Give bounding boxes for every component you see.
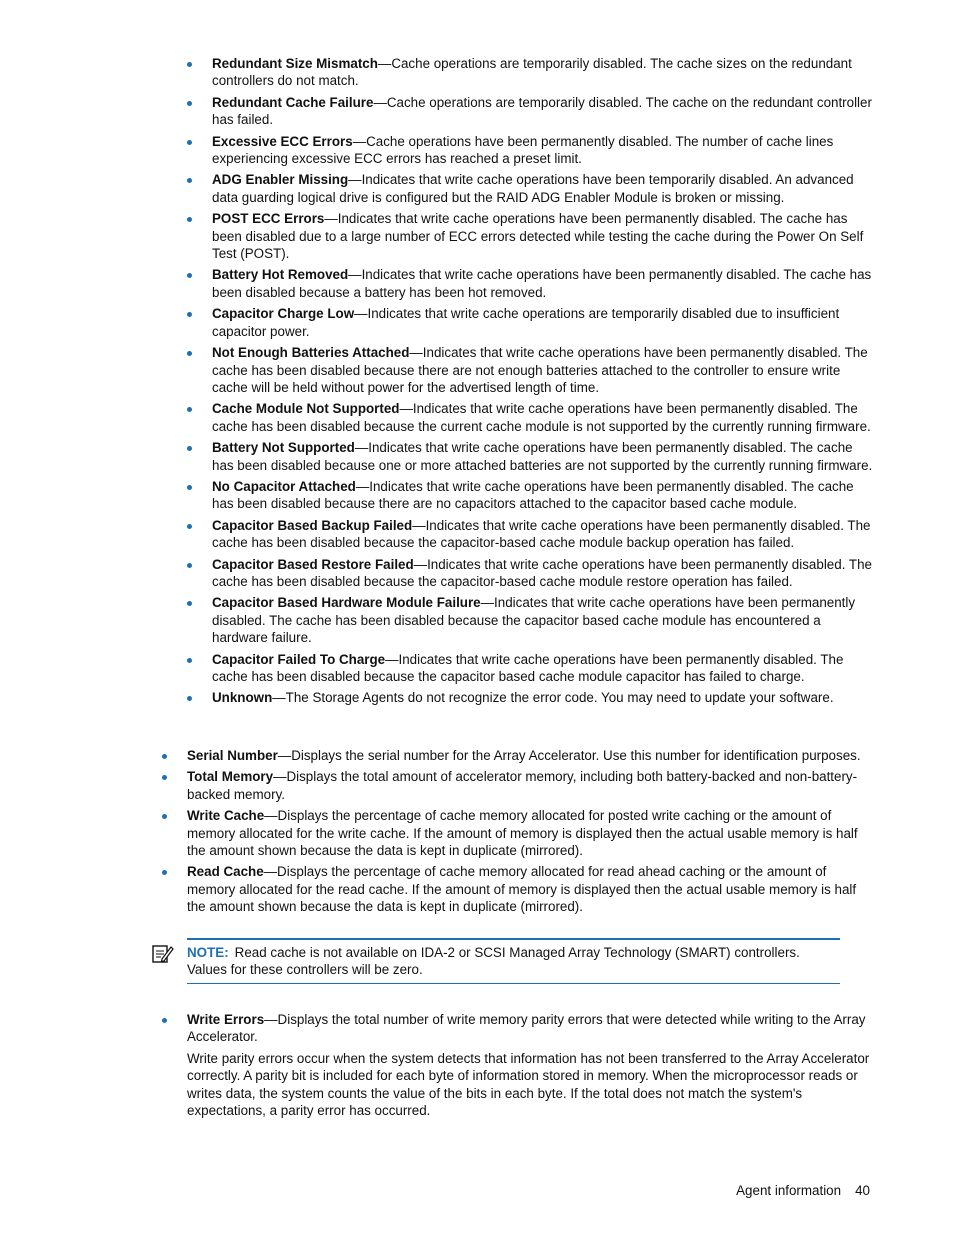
item-desc: —Indicates that write cache operations have been permanently disabled. The cache has been disabled due to a large number of ECC errors detected while testing the cache during the Power On Self Test (POST). xyxy=(212,211,864,262)
bullet-icon xyxy=(187,312,192,317)
item-desc: —The Storage Agents do not recognize the error code. You may need to update your software. xyxy=(272,690,834,706)
item-term: Capacitor Based Backup Failed xyxy=(212,517,413,533)
bullet-icon xyxy=(187,351,192,356)
footer-section: Agent information xyxy=(736,1183,842,1198)
list-item xyxy=(187,266,877,301)
list-item xyxy=(187,133,877,168)
write-errors-paragraph: Write parity errors occur when the system detects that information has not been transferred to the Array Accelerator correctly. A parity bit is included for each byte of information stored in memory. When the microprocessor reads or writes data, the system counts the value of the bits in each byte. If the total does not match the system's expectations, a parity error has occurred. xyxy=(187,1050,870,1119)
list-item xyxy=(187,305,877,340)
item-term: Excessive ECC Errors xyxy=(212,133,353,149)
list-item xyxy=(187,651,877,686)
list-item xyxy=(187,517,877,552)
item-desc: —Indicates that write cache operations have been permanently disabled. The cache has been disabled because the capacitor based cache module has encountered a hardware failure. xyxy=(212,595,856,646)
list-item xyxy=(187,55,877,90)
item-term: Capacitor Failed To Charge xyxy=(212,651,386,667)
note-label: NOTE: xyxy=(187,945,229,960)
bullet-icon xyxy=(187,140,192,145)
bullet-icon xyxy=(187,601,192,606)
list-item xyxy=(187,94,877,129)
bullet-icon xyxy=(162,1018,167,1023)
bullet-icon xyxy=(187,178,192,183)
item-term: Not Enough Batteries Attached xyxy=(212,345,410,361)
bullet-icon xyxy=(187,524,192,529)
item-desc: —Indicates that write cache operations have been temporarily disabled. An advanced data guarding logical drive is configured but the RAID ADG Enabler Module is broken or missing. xyxy=(212,172,854,205)
page-footer xyxy=(736,1182,870,1199)
list-item xyxy=(187,689,877,706)
bullet-icon xyxy=(187,62,192,67)
item-term: Capacitor Charge Low xyxy=(212,306,355,322)
item-desc: —Displays the percentage of cache memory allocated for posted write caching or the amount of memory allocated for the write cache. If the amount of memory is displayed then the actual usable memory is half the amount shown because the data is kept in duplicate (mirrored). xyxy=(187,808,858,859)
bullet-icon xyxy=(187,273,192,278)
bullet-icon xyxy=(162,775,167,780)
bullet-icon xyxy=(187,217,192,222)
item-term: Cache Module Not Supported xyxy=(212,401,400,417)
item-desc: —Indicates that write cache operations have been permanently disabled. The cache has been disabled because the capacitor-based cache module restore operation has failed. xyxy=(212,556,872,589)
item-desc: —Displays the serial number for the Array Accelerator. Use this number for identification purposes. xyxy=(277,748,861,763)
item-desc: —Indicates that write cache operations have been permanently disabled. The cache has been disabled because a battery has been hot removed. xyxy=(212,267,872,300)
item-desc: —Cache operations are temporarily disabled. The cache on the redundant controller has failed. xyxy=(212,94,872,128)
bullet-icon xyxy=(162,814,167,819)
bullet-icon xyxy=(187,696,192,701)
item-desc: —Displays the percentage of cache memory allocated for read ahead caching or the amount of memory allocated for the read cache. If the amount of memory is displayed then the actual usable memory is half the amount shown because the data is kept in duplicate (mirrored). xyxy=(187,864,857,915)
item-term: Battery Hot Removed xyxy=(212,267,349,283)
list-item xyxy=(187,344,877,396)
item-desc: —Displays the total number of write memory parity errors that were detected while writing to the Array Accelerator. xyxy=(187,1012,866,1045)
item-desc: —Displays the total amount of accelerator memory, including both battery-backed and non-battery-backed memory. xyxy=(187,769,858,802)
bullet-icon xyxy=(187,446,192,451)
item-term: POST ECC Errors xyxy=(212,211,325,227)
item-term: ADG Enabler Missing xyxy=(212,172,349,188)
item-desc: —Indicates that write cache operations have been permanently disabled. The cache has been disabled because the capacitor based cache module capacitor has failed to charge. xyxy=(212,651,844,684)
item-desc: —Indicates that write cache operations have been permanently disabled. The cache has been disabled because there are no capacitors attached to the capacitor based cache module. xyxy=(212,478,854,512)
note-body xyxy=(187,944,837,979)
list-item xyxy=(187,439,877,474)
list-item xyxy=(162,1011,877,1046)
bullet-icon xyxy=(187,101,192,106)
bullet-icon xyxy=(162,870,167,875)
bullet-icon xyxy=(187,407,192,412)
bullet-icon xyxy=(187,658,192,663)
item-term: Redundant Cache Failure xyxy=(212,94,374,110)
list-item xyxy=(187,171,877,206)
item-desc: —Indicates that write cache operations are temporarily disabled due to insufficient capacitor power. xyxy=(212,306,840,339)
bullet-icon xyxy=(187,563,192,568)
item-desc: —Indicates that write cache operations have been permanently disabled. The cache has been disabled because the capacitor-based cache module backup operation has failed. xyxy=(212,517,871,551)
item-desc: —Cache operations have been permanently disabled. The number of cache lines experiencing excessive ECC errors has reached a preset limit. xyxy=(212,133,834,167)
cache-status-list xyxy=(187,55,877,711)
item-desc: —Indicates that write cache operations have been permanently disabled. The cache has been disabled because there are not enough batteries attached to the controller to ensure write cache will be held without power for the advertised length of time. xyxy=(212,345,868,395)
item-term: Write Errors xyxy=(187,1012,265,1027)
accelerator-properties-list xyxy=(162,747,877,920)
list-item xyxy=(162,747,877,764)
bullet-icon xyxy=(187,485,192,490)
list-item xyxy=(187,400,877,435)
item-term: Redundant Size Mismatch xyxy=(212,56,378,71)
item-term: Total Memory xyxy=(187,769,274,785)
item-term: Read Cache xyxy=(187,864,264,880)
note-text: Read cache is not available on IDA-2 or SCSI Managed Array Technology (SMART) controllers. Values for these controllers will be zero. xyxy=(187,945,800,978)
item-term: Battery Not Supported xyxy=(212,440,355,456)
item-desc: —Indicates that write cache operations have been permanently disabled. The cache has been disabled because one or more attached batteries are not supported by the currently running firmware. xyxy=(212,440,873,473)
bullet-icon xyxy=(162,754,167,759)
list-item xyxy=(162,863,877,915)
list-item xyxy=(187,210,877,262)
item-desc: —Indicates that write cache operations have been permanently disabled. The cache has been disabled because the current cache module is not supported by the currently running firmware. xyxy=(212,401,871,434)
item-term: Unknown xyxy=(212,690,273,706)
item-desc: —Cache operations are temporarily disabled. The cache sizes on the redundant controllers do not match. xyxy=(212,56,852,89)
page-number: 40 xyxy=(855,1183,870,1198)
item-term: Write Cache xyxy=(187,808,265,824)
note-rule-bottom xyxy=(187,983,840,984)
list-item xyxy=(162,807,877,859)
list-item xyxy=(162,768,877,803)
item-term: Capacitor Based Restore Failed xyxy=(212,556,414,572)
list-item xyxy=(187,556,877,591)
write-errors-section xyxy=(162,1011,877,1119)
list-item xyxy=(187,478,877,513)
note-pencil-icon xyxy=(152,944,174,964)
note-box xyxy=(150,938,840,984)
list-item xyxy=(187,594,877,646)
item-term: Capacitor Based Hardware Module Failure xyxy=(212,595,481,611)
note-rule-top xyxy=(187,938,840,940)
item-term: No Capacitor Attached xyxy=(212,478,356,494)
item-term: Serial Number xyxy=(187,748,278,763)
